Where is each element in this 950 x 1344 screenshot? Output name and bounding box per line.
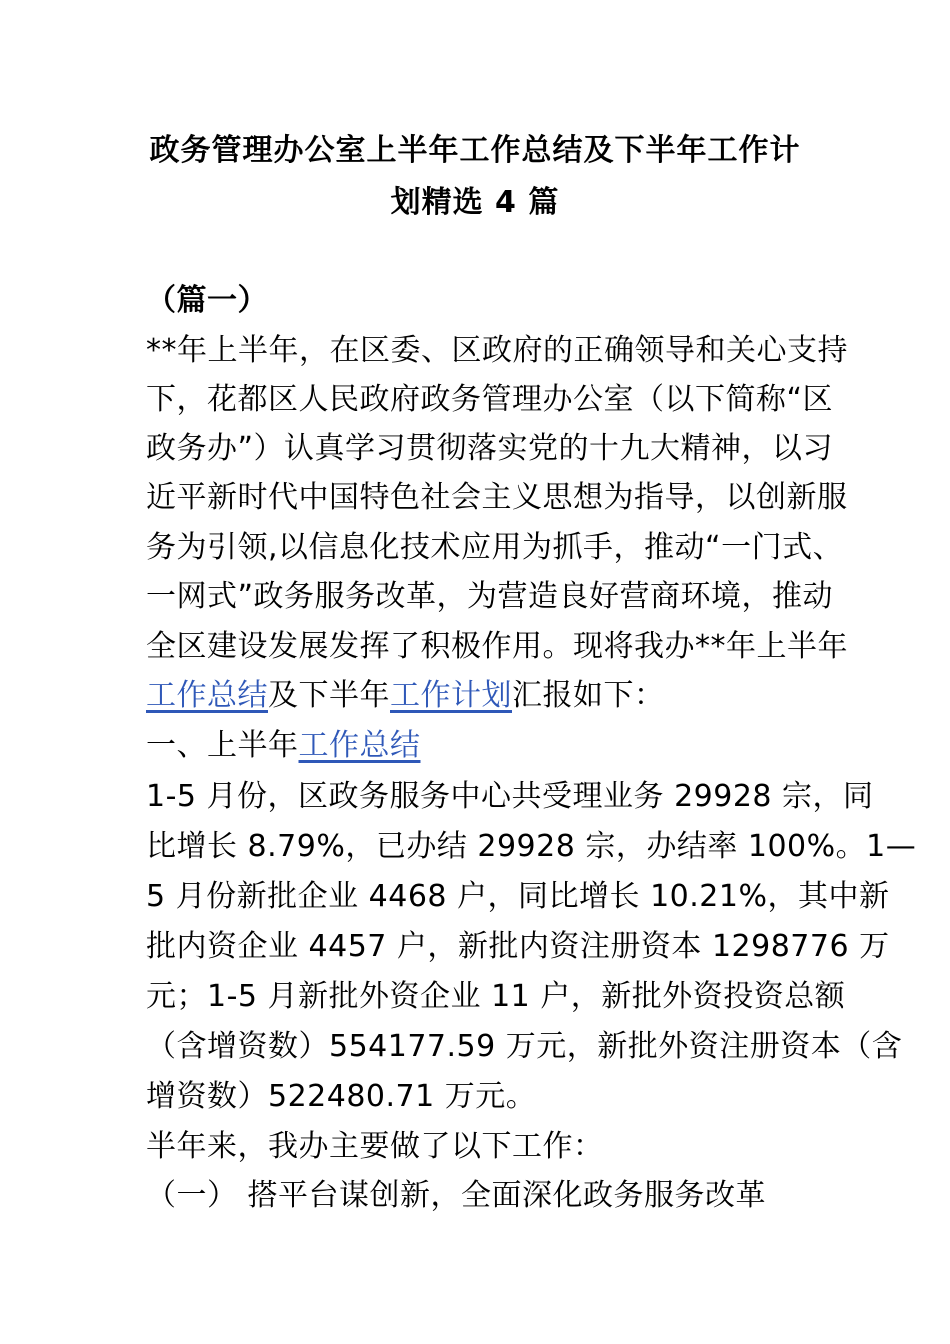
paragraph-line: 全区建设发展发挥了积极作用。现将我办**年上半年 [146, 629, 848, 664]
paragraph-text: 汇报如下： [512, 678, 665, 713]
paragraph-line: 务为引领,以信息化技术应用为抓手，推动“一门式、 [146, 530, 844, 565]
summary-line: 半年来，我办主要做了以下工作： [146, 1129, 604, 1164]
stats-line: 元；1-5 月新批外资企业 11 户，新批外资投资总额 [146, 979, 846, 1014]
paragraph-line: 下，花都区人民政府政务管理办公室（以下简称“区 [146, 382, 834, 417]
paragraph-line: 近平新时代中国特色社会主义思想为指导，以创新服 [146, 480, 848, 515]
sub-heading: （一） 搭平台谋创新，全面深化政务服务改革 [146, 1178, 767, 1213]
part-one-heading [146, 721, 421, 771]
document-title-line-2: 划精选 4 篇 [390, 185, 560, 220]
stats-line: （含增资数）554177.59 万元，新批外资注册资本（含 [146, 1029, 903, 1064]
stats-line: 5 月份新批企业 4468 户，同比增长 10.21%，其中新 [146, 879, 890, 914]
stats-line: 1-5 月份，区政务服务中心共受理业务 29928 宗，同 [146, 779, 874, 814]
stats-line: 批内资企业 4457 户，新批内资注册资本 1298776 万 [146, 929, 890, 964]
paragraph-line: **年上半年，在区委、区政府的正确领导和关心支持 [146, 333, 848, 368]
work-summary-link[interactable]: 工作总结 [146, 678, 268, 713]
work-plan-link[interactable]: 工作计划 [390, 678, 512, 713]
paragraph-line: 一网式”政务服务改革，为营造良好营商环境，推动 [146, 579, 834, 614]
paragraph-line: 政务办”）认真学习贯彻落实党的十九大精神，以习 [146, 431, 834, 466]
part-one-heading-prefix: 一、上半年 [146, 728, 299, 763]
paragraph-line-with-links [146, 671, 665, 721]
stats-line: 比增长 8.79%，已办结 29928 宗，办结率 100%。1— [146, 829, 917, 864]
document-title-line-1: 政务管理办公室上半年工作总结及下半年工作计 [149, 133, 801, 168]
stats-line: 增资数）522480.71 万元。 [146, 1079, 537, 1114]
paragraph-text: 及下半年 [268, 678, 390, 713]
section-label: （篇一） [146, 283, 268, 318]
part-one-work-summary-link[interactable]: 工作总结 [298, 728, 421, 763]
